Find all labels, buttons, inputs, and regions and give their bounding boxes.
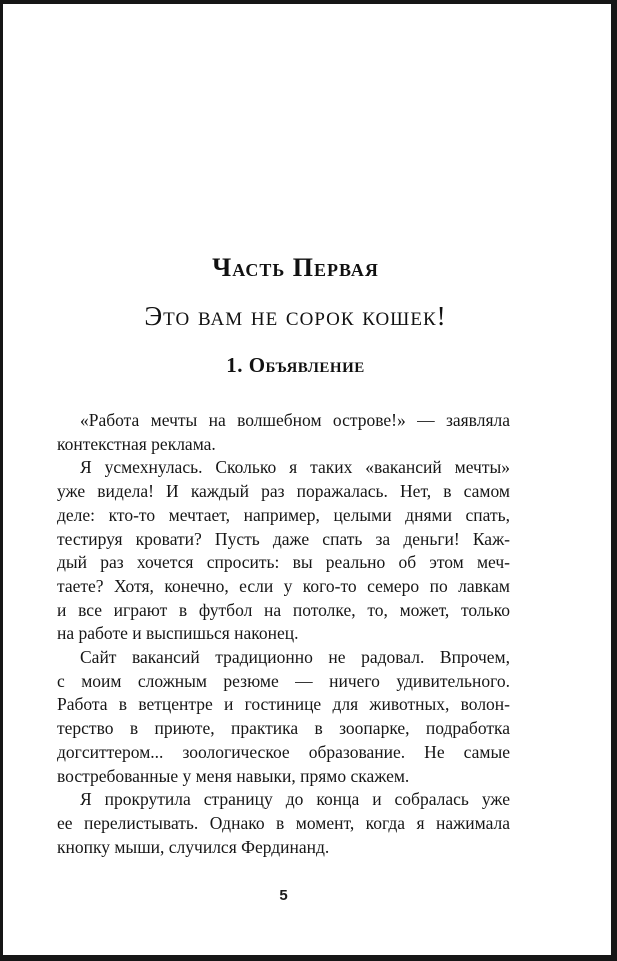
- body-text: [57, 409, 510, 859]
- chapter-heading: 1. Объявление: [226, 353, 365, 377]
- text-line: с моим сложным резюме — ничего удивительного.: [57, 670, 510, 691]
- text-line: Я прокрутила страницу до конца и собралась уже: [80, 789, 510, 810]
- text-line: контекстная реклама.: [57, 433, 216, 454]
- text-line: Работа в ветцентре и гостинице для животных, волон-: [57, 694, 510, 715]
- page-number: 5: [279, 887, 288, 904]
- book-page: [3, 4, 611, 955]
- text-line: Я усмехнулась. Сколько я таких «вакансий мечты»: [80, 457, 510, 478]
- text-line: на работе и выспишься наконец.: [57, 623, 299, 644]
- text-line: ее перелистывать. Однако в момент, когда я нажимала: [57, 812, 510, 833]
- text-line: деле: кто-то мечтает, например, целыми днями спать,: [57, 504, 510, 525]
- text-line: Сайт вакансий традиционно не радовал. Впрочем,: [80, 647, 510, 668]
- book-title: Это вам не сорок кошек!: [144, 301, 447, 331]
- text-line: терство в приюте, практика в зоопарке, подработка: [57, 718, 510, 739]
- text-line: догситтером... зоологическое образование. Не самые: [57, 741, 510, 762]
- text-line: уже видела! И каждый раз поражалась. Нет, в самом: [57, 481, 510, 502]
- text-line: таете? Хотя, конечно, если у кого-то семеро по лавкам: [57, 575, 510, 596]
- text-line: дый раз хочется спросить: вы реально об этом меч-: [57, 552, 510, 573]
- text-line: тестируя кровати? Пусть даже спать за деньги! Каж-: [57, 528, 510, 549]
- text-line: и все играют в футбол на потолке, то, может, только: [57, 599, 510, 620]
- text-line: кнопку мыши, случился Фердинанд.: [57, 836, 330, 857]
- part-heading: Часть Первая: [212, 253, 379, 282]
- text-line: востребованные у меня навыки, прямо скажем.: [57, 765, 410, 786]
- text-line: «Работа мечты на волшебном острове!» — заявляла: [80, 410, 510, 430]
